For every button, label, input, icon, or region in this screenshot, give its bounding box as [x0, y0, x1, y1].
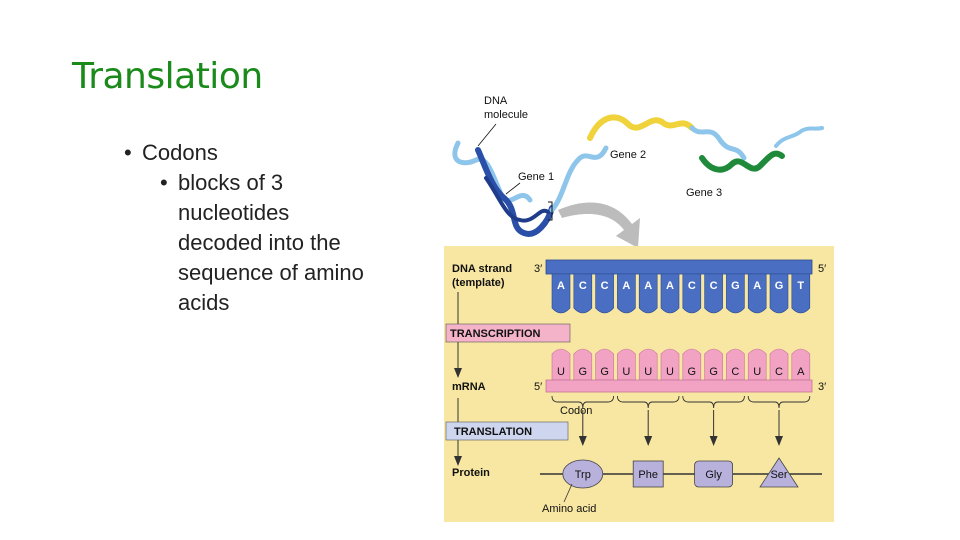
mrna-base-letter: G	[578, 366, 588, 378]
dna-3prime: 3′	[534, 263, 543, 275]
dna-base-letter: A	[622, 280, 631, 292]
protein-label: Protein	[452, 467, 490, 479]
gene1-pointer	[506, 183, 520, 194]
bullet-list	[124, 138, 368, 318]
mrna-label: mRNA	[452, 381, 486, 393]
gene2-strand	[590, 117, 692, 138]
translation-label: TRANSLATION	[454, 426, 533, 438]
sub-bullet-text: blocks of 3 nucleotides decoded into the sequence of amino acids	[178, 170, 364, 315]
dna-label-pointer	[478, 124, 496, 146]
dna-base-letter: G	[774, 280, 784, 292]
gene1-strand	[478, 150, 555, 234]
dna-base-letter: A	[557, 280, 565, 292]
dna-base-letter: C	[709, 280, 718, 292]
mrna-base-letter: G	[709, 366, 718, 378]
mrna-base-letter: U	[666, 366, 674, 378]
slide-title: Translation	[72, 56, 263, 97]
dna-base-letter: A	[666, 280, 674, 292]
dna-template-label: (template)	[452, 277, 505, 289]
dna-base-letter: A	[753, 280, 762, 292]
codon-label: Codon	[560, 405, 593, 417]
amino-acid-label-text: Trp	[574, 469, 591, 481]
dna-base-letter: C	[578, 280, 587, 292]
dna-labels	[478, 95, 722, 199]
dna-base-letter: A	[644, 280, 653, 292]
dna-label-line2: molecule	[484, 109, 529, 121]
mrna-base-letter: G	[600, 366, 609, 378]
sub-bullet	[160, 168, 368, 318]
mrna-base-letter: C	[775, 366, 783, 378]
gene1-label: Gene 1	[518, 171, 555, 183]
mrna-5prime: 5′	[534, 381, 543, 393]
gene3-label: Gene 3	[686, 187, 723, 199]
mrna-base-letter: U	[622, 366, 631, 378]
mrna-base-letter: U	[753, 366, 762, 378]
bullet-codons: • Codons	[124, 138, 368, 168]
dna-5prime: 5′	[818, 263, 827, 275]
mrna-3prime: 3′	[818, 381, 827, 393]
dna-base-letter: C	[687, 280, 696, 292]
mrna-backbone	[546, 380, 812, 392]
mrna-base-letter: U	[644, 366, 653, 378]
amino-acid-label: Amino acid	[542, 503, 597, 515]
mrna-base-letter: U	[557, 366, 565, 378]
gene2-label: Gene 2	[610, 149, 647, 161]
dna-light-strand-end	[776, 128, 822, 146]
amino-acid-label-text: Phe	[638, 469, 658, 481]
dna-backbone	[546, 260, 812, 274]
amino-acid-label-text: Gly	[705, 469, 722, 481]
dna-molecule	[455, 117, 822, 234]
dna-base-letter: T	[797, 280, 805, 292]
dna-light-strand-mid	[552, 148, 606, 210]
dna-base-letter: G	[731, 280, 740, 292]
dna-strand-label: DNA strand	[452, 263, 513, 275]
amino-acid-label-text: Ser	[770, 469, 788, 481]
dna-label-line1: DNA	[484, 95, 508, 107]
transcription-arrow-icon	[558, 202, 640, 248]
transcription-label: TRANSCRIPTION	[450, 328, 541, 340]
mrna-base-letter: G	[687, 366, 697, 378]
mrna-base-letter: C	[731, 366, 740, 378]
dna-light-strand-right	[692, 128, 744, 158]
mrna-base-letter: A	[797, 366, 805, 378]
dna-base-letter: C	[600, 280, 609, 292]
translation-diagram	[440, 88, 840, 528]
